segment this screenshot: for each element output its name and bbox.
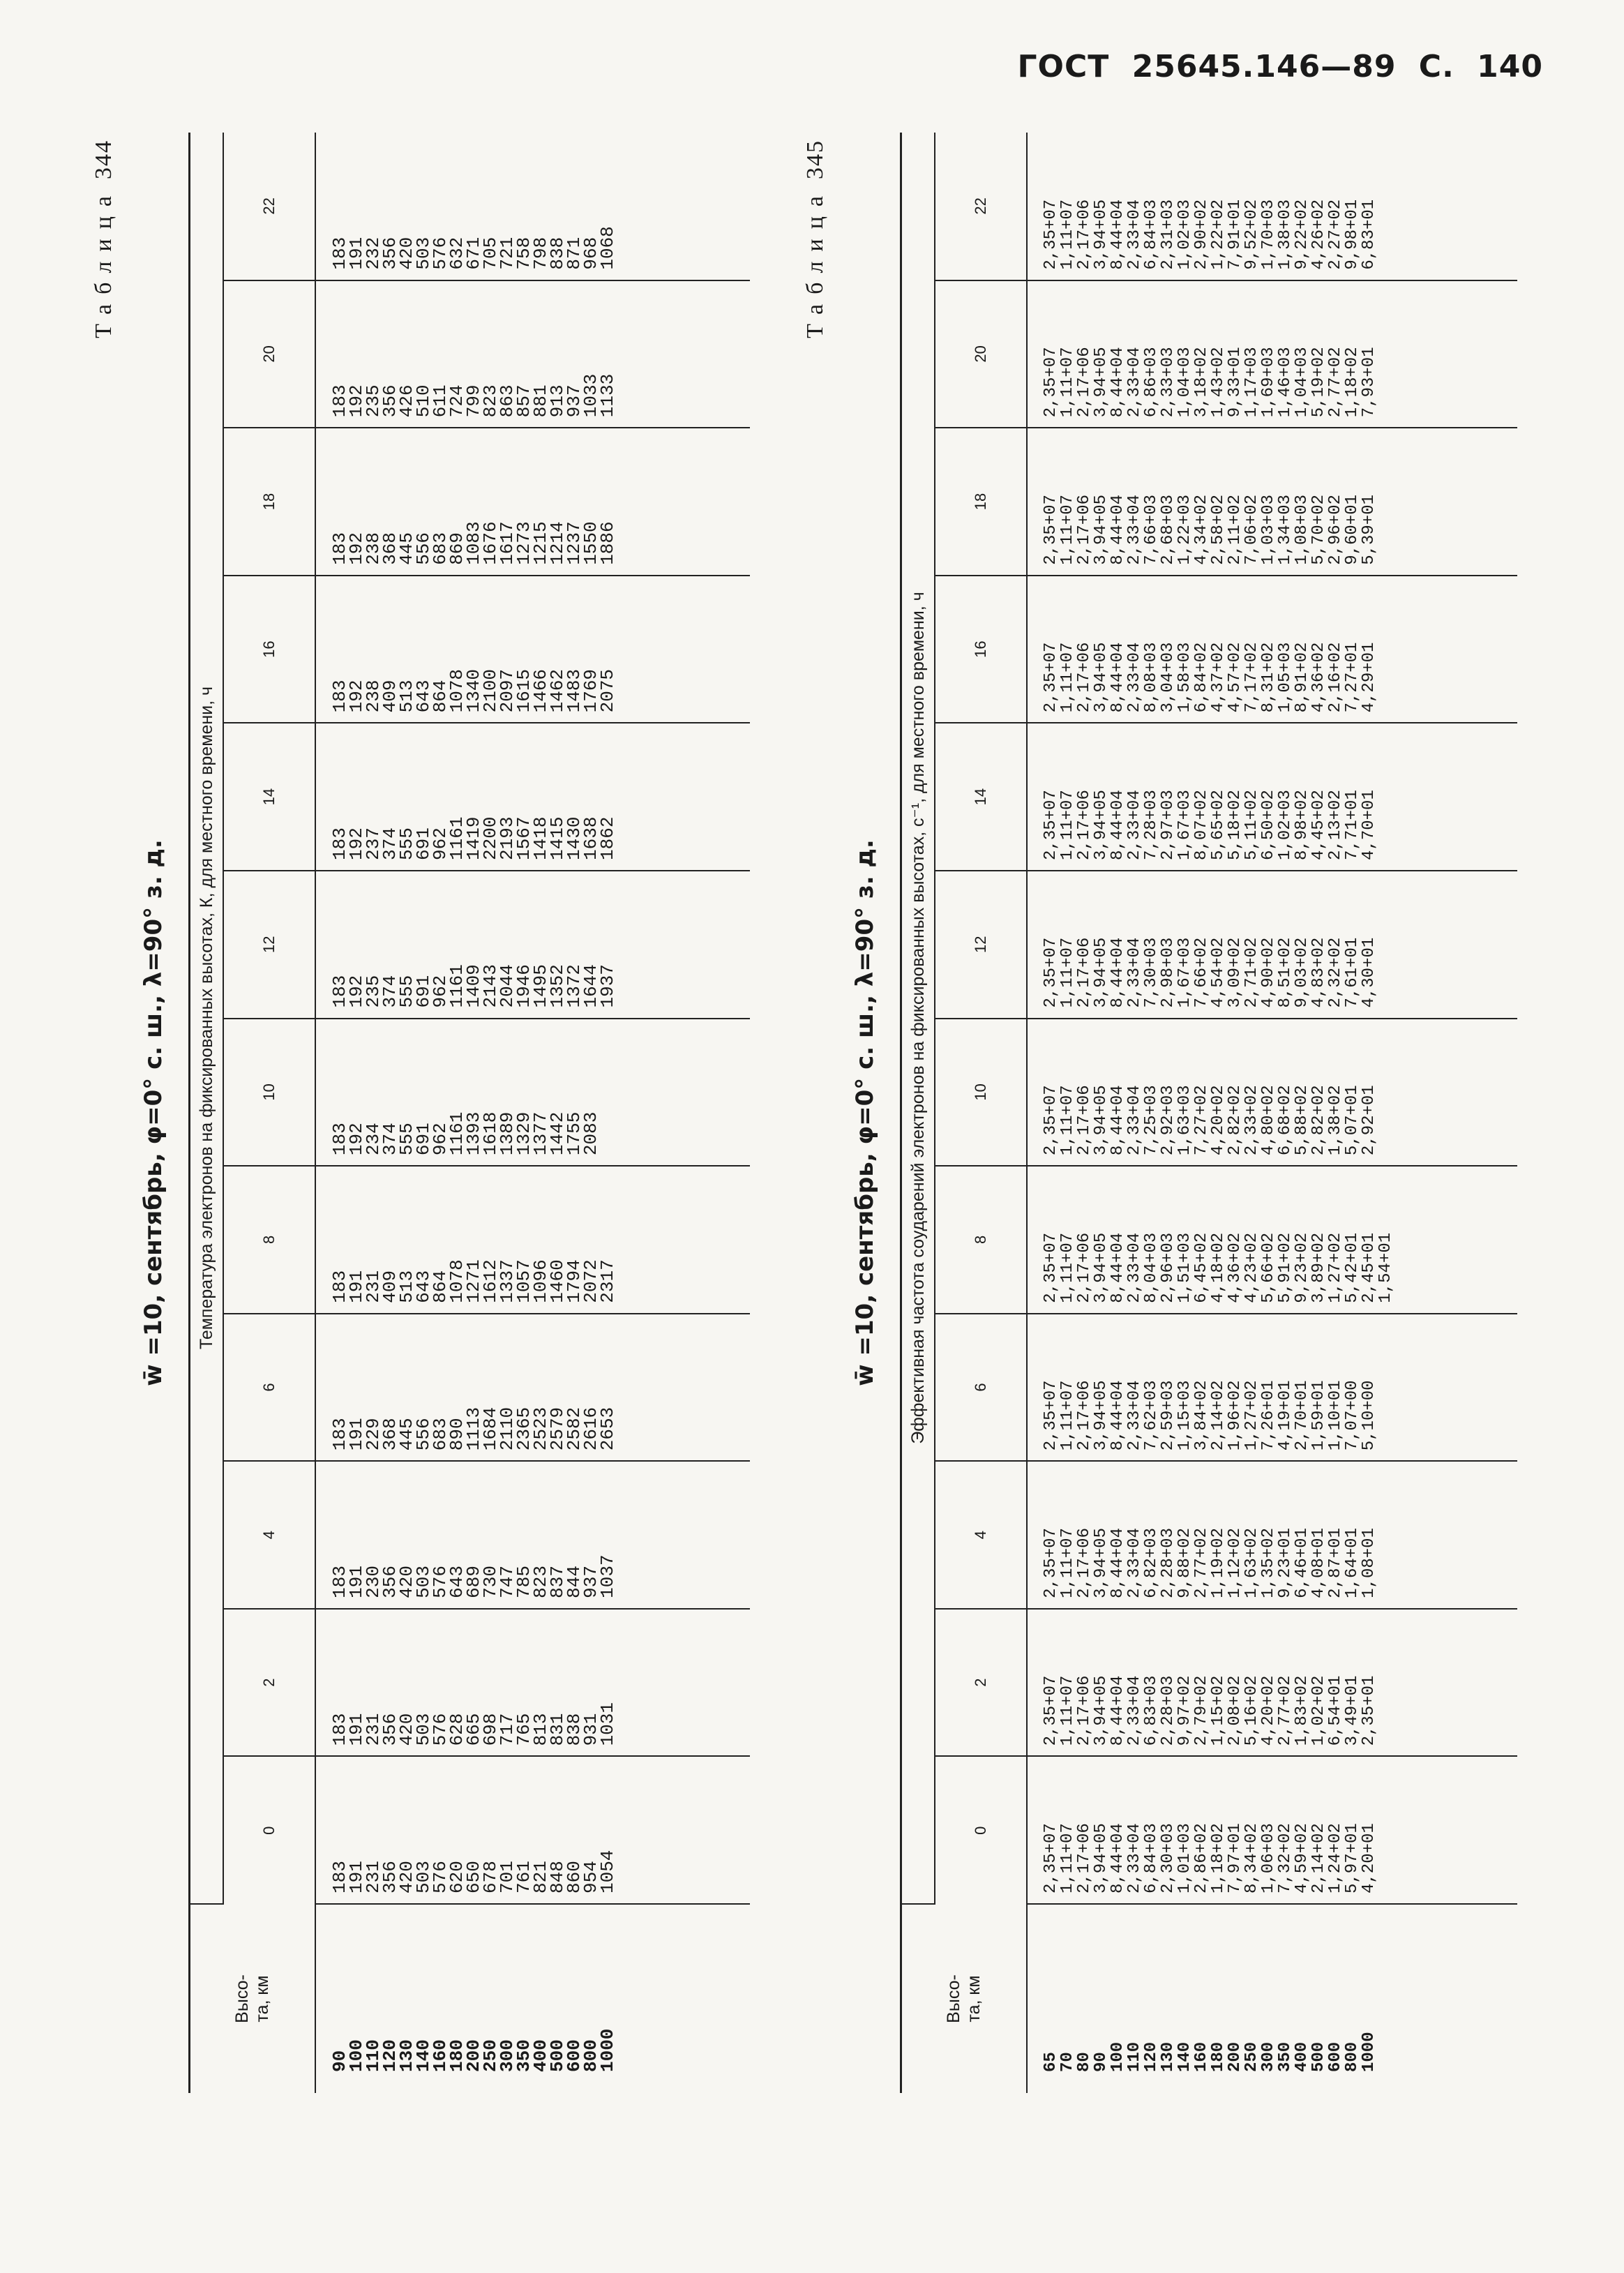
page-number: 140 xyxy=(1477,49,1543,84)
hour-header: 10 xyxy=(223,1019,315,1166)
hour-header: 16 xyxy=(935,576,1027,723)
value-column: 183 191 232 356 420 503 576 632 671 705 721 758 798 838 871 968 1068 xyxy=(315,133,750,280)
hour-header: 22 xyxy=(223,133,315,280)
value-column: 183 191 230 356 420 503 576 643 689 730 747 785 823 837 844 937 1037 xyxy=(315,1461,750,1609)
value-column: 2,35+07 1,11+07 2,17+06 3,94+05 8,44+04 2,33+04 6,86+03 2,33+03 1,04+03 3,18+02 1,43+02 9,33+01 1,17+03 1,69+03 1,46+03 1,04+03 5,19+02 2,77+02 1,18+02 7,93+01 xyxy=(1027,280,1517,428)
table-344 xyxy=(91,133,760,2093)
value-column: 2,35+07 1,11+07 2,17+06 3,94+05 8,44+04 2,33+04 6,83+03 2,28+03 9,97+02 2,79+02 1,15+02 2,08+02 5,16+02 4,20+02 2,77+02 1,83+02 1,02+02 6,54+01 3,49+01 2,35+01 xyxy=(1027,1609,1517,1757)
hour-header: 2 xyxy=(223,1609,315,1757)
hour-header: 4 xyxy=(935,1461,1027,1609)
hour-header: 0 xyxy=(935,1756,1027,1904)
table-title: w̄ =10, сентябрь, φ=0° с. ш., λ=90° з. д. xyxy=(140,839,167,1386)
value-column: 183 191 231 409 513 643 864 1078 1271 1612 1337 1057 1096 1460 1794 2072 2317 xyxy=(315,1166,750,1314)
height-header: Высо- та, км xyxy=(901,1904,1028,2093)
table-subtitle: Эффективная частота соударений электронов на фиксированных высотах, с⁻¹, для местного времени, ч xyxy=(901,133,935,1904)
hour-header: 2 xyxy=(935,1609,1027,1757)
value-column: 183 191 231 356 420 503 576 628 665 698 717 765 813 831 838 931 1031 xyxy=(315,1609,750,1757)
value-column: 2,35+07 1,11+07 2,17+06 3,94+05 8,44+04 2,33+04 7,28+03 2,97+03 1,67+03 8,07+02 5,65+02 5,18+02 5,11+02 6,50+02 1,02+03 8,98+02 4,45+02 2,13+02 7,71+01 4,70+01 xyxy=(1027,723,1517,871)
value-column: 183 192 235 356 426 510 611 724 799 823 863 857 881 913 937 1033 1133 xyxy=(315,280,750,428)
hour-header: 16 xyxy=(223,576,315,723)
table-number: 345 xyxy=(802,140,828,179)
hour-header: 8 xyxy=(223,1166,315,1314)
page-header xyxy=(1018,49,1543,84)
value-column: 2,35+07 1,11+07 2,17+06 3,94+05 8,44+04 2,33+04 6,84+03 2,31+03 1,02+03 2,90+02 1,22+02 7,91+01 9,52+02 1,70+03 1,38+03 9,22+02 4,26+02 2,27+02 9,98+01 6,83+01 xyxy=(1027,133,1517,280)
hour-header: 14 xyxy=(223,723,315,871)
value-column: 2,35+07 1,11+07 2,17+06 3,94+05 8,44+04 2,33+04 6,82+03 2,28+03 9,88+02 2,77+02 1,19+02 1,12+02 1,63+02 1,35+02 9,23+01 6,46+01 4,08+01 2,87+01 1,64+01 1,08+01 xyxy=(1027,1461,1517,1609)
value-column: 2,35+07 1,11+07 2,17+06 3,94+05 8,44+04 2,33+04 7,25+03 2,92+03 1,63+03 7,27+02 4,20+02 2,82+02 2,33+02 4,80+02 6,68+02 5,88+02 2,82+02 1,38+02 5,07+01 2,92+01 xyxy=(1027,1019,1517,1166)
hour-header: 18 xyxy=(223,428,315,576)
value-column: 2,35+07 1,11+07 2,17+06 3,94+05 8,44+04 2,33+04 7,66+03 2,68+03 1,22+03 4,34+02 2,58+02 2,11+02 7,06+02 1,03+03 1,34+03 1,08+03 5,70+02 2,96+02 9,60+01 5,39+01 xyxy=(1027,428,1517,576)
data-table xyxy=(900,133,1517,2093)
hour-header: 20 xyxy=(223,280,315,428)
standard-number: 25645.146—89 xyxy=(1131,49,1397,84)
hour-header: 0 xyxy=(223,1756,315,1904)
hour-header: 6 xyxy=(223,1314,315,1462)
hour-header: 8 xyxy=(935,1166,1027,1314)
table-label: Таблица xyxy=(91,186,116,338)
height-values: 90 100 110 120 130 140 160 180 200 250 300 350 400 500 600 800 1000 xyxy=(329,2028,618,2072)
value-column: 183 192 238 368 445 556 683 869 1083 1676 1617 1273 1215 1214 1237 1550 1886 xyxy=(315,428,750,576)
value-column: 2,35+07 1,11+07 2,17+06 3,94+05 8,44+04 2,33+04 7,62+03 2,59+03 1,15+03 3,84+02 2,14+02 1,96+02 1,27+02 7,26+01 4,19+01 2,70+01 1,59+01 1,10+01 7,07+00 5,10+00 xyxy=(1027,1314,1517,1462)
value-column: 183 191 231 356 420 503 576 620 650 678 701 761 821 848 860 954 1054 xyxy=(315,1756,750,1904)
value-column: 183 192 235 374 555 691 962 1161 1409 2143 2044 1946 1495 1352 1372 1644 1937 xyxy=(315,871,750,1019)
value-column: 2,35+07 1,11+07 2,17+06 3,94+05 8,44+04 2,33+04 8,08+03 3,04+03 1,58+03 6,84+02 4,37+02 4,57+02 7,17+02 8,31+02 1,05+03 8,91+02 4,36+02 2,16+02 7,27+01 4,29+01 xyxy=(1027,576,1517,723)
table-number-label xyxy=(91,140,117,338)
hour-header: 4 xyxy=(223,1461,315,1609)
value-column: 2,35+07 1,11+07 2,17+06 3,94+05 8,44+04 2,33+04 6,84+03 2,30+03 1,01+03 2,86+02 1,18+02 7,97+01 8,34+02 1,06+03 7,32+02 4,59+02 2,14+02 1,24+02 5,97+01 4,20+01 xyxy=(1027,1756,1517,1904)
value-column: 183 192 237 374 555 691 962 1161 1419 2200 2193 1567 1418 1415 1430 1638 1862 xyxy=(315,723,750,871)
value-column: 2,35+07 1,11+07 2,17+06 3,94+05 8,44+04 2,33+04 7,30+03 2,98+03 1,67+03 7,66+02 4,54+02 3,09+02 2,71+02 4,90+02 8,51+02 9,03+02 4,83+02 2,32+02 7,61+01 4,30+01 xyxy=(1027,871,1517,1019)
table-number-label xyxy=(802,140,829,338)
table-subtitle: Температура электронов на фиксированных высотах, К, для местного времени, ч xyxy=(190,133,224,1904)
table-title: w̄ =10, сентябрь, φ=0° с. ш., λ=90° з. д. xyxy=(851,839,879,1386)
hour-header: 12 xyxy=(223,871,315,1019)
hour-header: 6 xyxy=(935,1314,1027,1462)
value-column: 183 192 234 374 555 691 962 1161 1393 1618 1389 1329 1377 1442 1755 2083 xyxy=(315,1019,750,1166)
height-header: Высо- та, км xyxy=(190,1904,316,2093)
hour-header: 22 xyxy=(935,133,1027,280)
value-column: 2,35+07 1,11+07 2,17+06 3,94+05 8,44+04 2,33+04 8,04+03 2,96+03 1,51+03 6,45+02 4,18+02 4,36+02 4,23+02 5,66+02 5,91+02 9,23+02 3,89+02 1,27+02 5,42+01 2,45+01 1,54+01 xyxy=(1027,1166,1517,1314)
table-number: 344 xyxy=(91,140,116,179)
hour-header: 18 xyxy=(935,428,1027,576)
height-values: 65 70 80 90 100 110 120 130 140 160 180 200 250 300 350 400 500 600 800 1000 xyxy=(1042,2032,1378,2072)
standard-label: ГОСТ xyxy=(1017,49,1110,84)
hour-header: 10 xyxy=(935,1019,1027,1166)
table-label: Таблица xyxy=(802,186,828,338)
data-table xyxy=(188,133,750,2093)
table-345 xyxy=(802,133,1507,2093)
hour-header: 14 xyxy=(935,723,1027,871)
hour-header: 20 xyxy=(935,280,1027,428)
hour-header: 12 xyxy=(935,871,1027,1019)
value-column: 183 192 238 409 513 643 864 1078 1340 2100 2097 1615 1466 1462 1483 1769 2075 xyxy=(315,576,750,723)
page-label: С. xyxy=(1418,49,1454,84)
value-column: 183 191 229 368 445 556 683 890 1113 1684 2110 2365 2523 2579 2582 2616 2653 xyxy=(315,1314,750,1462)
